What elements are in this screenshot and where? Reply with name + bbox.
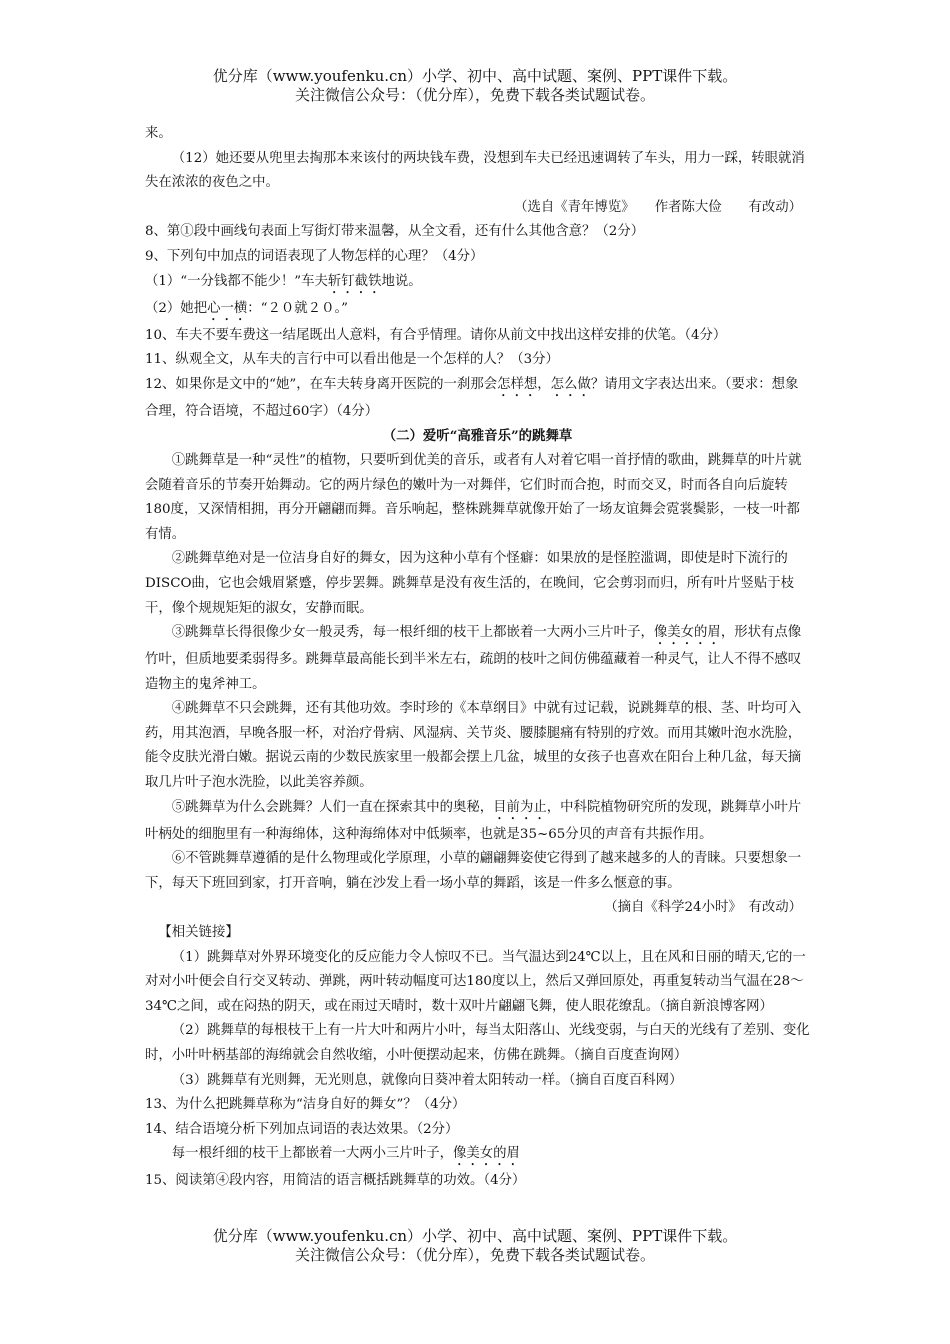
article-paragraph-4: ④跳舞草不只会跳舞，还有其他功效。李时珍的《本草纲目》中就有过记载，说跳舞草的根、茎、叶均可入药，用其泡酒，早晚各服一杯，对治疗骨病、风湿病、关节炎、腰膝腿痛有特别的疗效。而用其嫩叶泡水洗脸，能令皮肤光滑白嫩。据说云南的少数民族家里一般都会摆上几盆，城里的女孩子也喜欢在阳台上种几盆，每天摘取几片叶子泡水洗脸，以此美容养颜。 xyxy=(145,701,802,791)
related-links-title: 【相关链接】 xyxy=(158,925,239,941)
article-paragraph-6: ⑥不管跳舞草遵循的是什么物理或化学原理，小草的翩翩舞姿使它得到了越来越多的人的青睐。只要想象一下，每天下班回到家，打开音响，躺在沙发上看一场小草的舞蹈，该是一件多么惬意的事。 xyxy=(145,851,802,891)
dotted-word: 斩钉截铁 xyxy=(327,273,382,289)
question-15: 15、阅读第④段内容，用简洁的语言概括跳舞草的功效。（4分） xyxy=(145,1173,526,1189)
continued-text: 来。 xyxy=(145,126,172,141)
dotted-word: 像美女的眉 xyxy=(453,1146,520,1162)
question-12: 12、如果你是文中的“她”，在车夫转身离开医院的一刹那会怎样想，怎么做？请用文字表达出来。（要求：想象合理，符合语境，不超过60字）（4分） xyxy=(145,376,799,419)
article-paragraph-3: ③跳舞草长得很像少女一般灵秀，每一根纤细的枝干上都嵌着一大两小三片叶子，像美女的眉，形状有点像竹叶，但质地要柔弱得多。跳舞草最高能长到半米左右，疏朗的枝叶之间仿佛蕴藏着一种灵气，让人不得不感叹造物主的鬼斧神工。 xyxy=(145,625,802,692)
article-paragraph-5: ⑤跳舞草为什么会跳舞？人们一直在探索其中的奥秘，目前为止，中科院植物研究所的发现，跳舞草小叶片叶柄处的细胞里有一种海绵体，这种海绵体对中低频率，也就是35~65分贝的声音有共振作用。 xyxy=(145,799,802,842)
dotted-word: 目前为止 xyxy=(493,799,547,815)
source-note-1: （选自《青年博览》 作者陈大俭 有改动） xyxy=(514,199,802,215)
question-9-item-1: （1）“一分钱都不能少！”车夫斩钉截铁地说。 xyxy=(145,273,422,289)
question-14-sentence: 每一根纤细的枝干上都嵌着一大两小三片叶子，像美女的眉 xyxy=(171,1146,520,1162)
question-8: 8、第①段中画线句表面上写街灯带来温馨，从全文看，还有什么其他含意？（2分） xyxy=(145,224,645,240)
question-14: 14、结合语境分析下列加点词语的表达效果。（2分） xyxy=(145,1121,459,1137)
header-line-1: 优分库（www.youfenku.cn）小学、初中、高中试题、案例、PPT课件下载。 xyxy=(212,67,738,85)
related-link-1: （1）跳舞草对外界环境变化的反应能力令人惊叹不已。当气温达到24℃以上，且在风和日丽的晴天,它的一对对小叶便会自行交叉转动、弹跳，两叶转动幅度可达180度以上，然后又弹回原处，再重复转动当气温在28～34℃之间，或在闷热的阴天，或在雨过天晴时，数十双叶片翩翩飞舞，使人眼花缭乱。（摘自新浪博客网） xyxy=(145,949,806,1014)
paragraph-12: （12）她还要从兜里去掏那本来该付的两块钱车费，没想到车夫已经迅速调转了车头，用力一踩，转眼就消失在浓浓的夜色之中。 xyxy=(145,150,805,191)
question-10: 10、车夫不要车费这一结尾既出人意料，有合乎情理。请你从前文中找出这样安排的伏笔。（4分） xyxy=(145,327,727,343)
article-paragraph-1: ①跳舞草是一种“灵性”的植物，只要听到优美的音乐，或者有人对着它唱一首抒情的歌曲，跳舞草的叶片就会随着音乐的节奏开始舞动。它的两片绿色的嫩叶为一对舞伴，它们时而合抱，时而交叉，时而各自向后旋转180度，又深情相拥，再分开翩翩而舞。音乐响起，整株跳舞草就像开始了一场友谊舞会霓裳鬓影，一枝一叶都有情。 xyxy=(145,452,802,542)
question-9: 9、下列句中加点的词语表现了人物怎样的心理？（4分） xyxy=(145,248,484,264)
related-link-3: （3）跳舞草有光则舞，无光则息，就像向日葵冲着太阳转动一样。（摘自百度百科网） xyxy=(171,1072,683,1088)
dotted-word: 心一横 xyxy=(207,300,248,316)
document-body xyxy=(145,122,810,1194)
question-11: 11、纵观全文，从车夫的言行中可以看出他是一个怎样的人？（3分） xyxy=(145,352,559,368)
page-header xyxy=(0,67,950,105)
dotted-word: 怎么做 xyxy=(550,376,591,392)
page-footer xyxy=(0,1227,950,1265)
article-title: （二）爱听“高雅音乐”的跳舞草 xyxy=(382,428,573,445)
dotted-word: 像美女的眉 xyxy=(653,625,721,641)
dotted-word: 怎样想 xyxy=(497,376,538,392)
question-9-item-2: （2）她把心一横：“２０就２０。” xyxy=(145,300,348,316)
article-paragraph-2: ②跳舞草绝对是一位洁身自好的舞女，因为这种小草有个怪癖：如果放的是怪腔滥调，即使是时下流行的DISCO曲，它也会娥眉紧蹙，停步罢舞。跳舞草是没有夜生活的，在晚间，它会剪羽而归，所有叶片竖贴于枝干，像个规规矩矩的淑女，安静而眠。 xyxy=(145,551,794,616)
source-note-2: （摘自《科学24小时》 有改动） xyxy=(604,900,802,916)
header-line-2: 关注微信公众号：（优分库），免费下载各类试题试卷。 xyxy=(294,86,655,104)
footer-line-1: 优分库（www.youfenku.cn）小学、初中、高中试题、案例、PPT课件下载。 xyxy=(212,1227,738,1245)
related-link-2: （2）跳舞草的每根枝干上有一片大叶和两片小叶，每当太阳落山、光线变弱，与白天的光线有了差别、变化时，小叶叶柄基部的海绵就会自然收缩，小叶便摆动起来，仿佛在跳舞。（摘自百度查询网） xyxy=(145,1023,810,1063)
footer-line-2: 关注微信公众号：（优分库），免费下载各类试题试卷。 xyxy=(294,1246,655,1264)
question-13: 13、为什么把跳舞草称为“洁身自好的舞女”？（4分） xyxy=(145,1097,466,1113)
